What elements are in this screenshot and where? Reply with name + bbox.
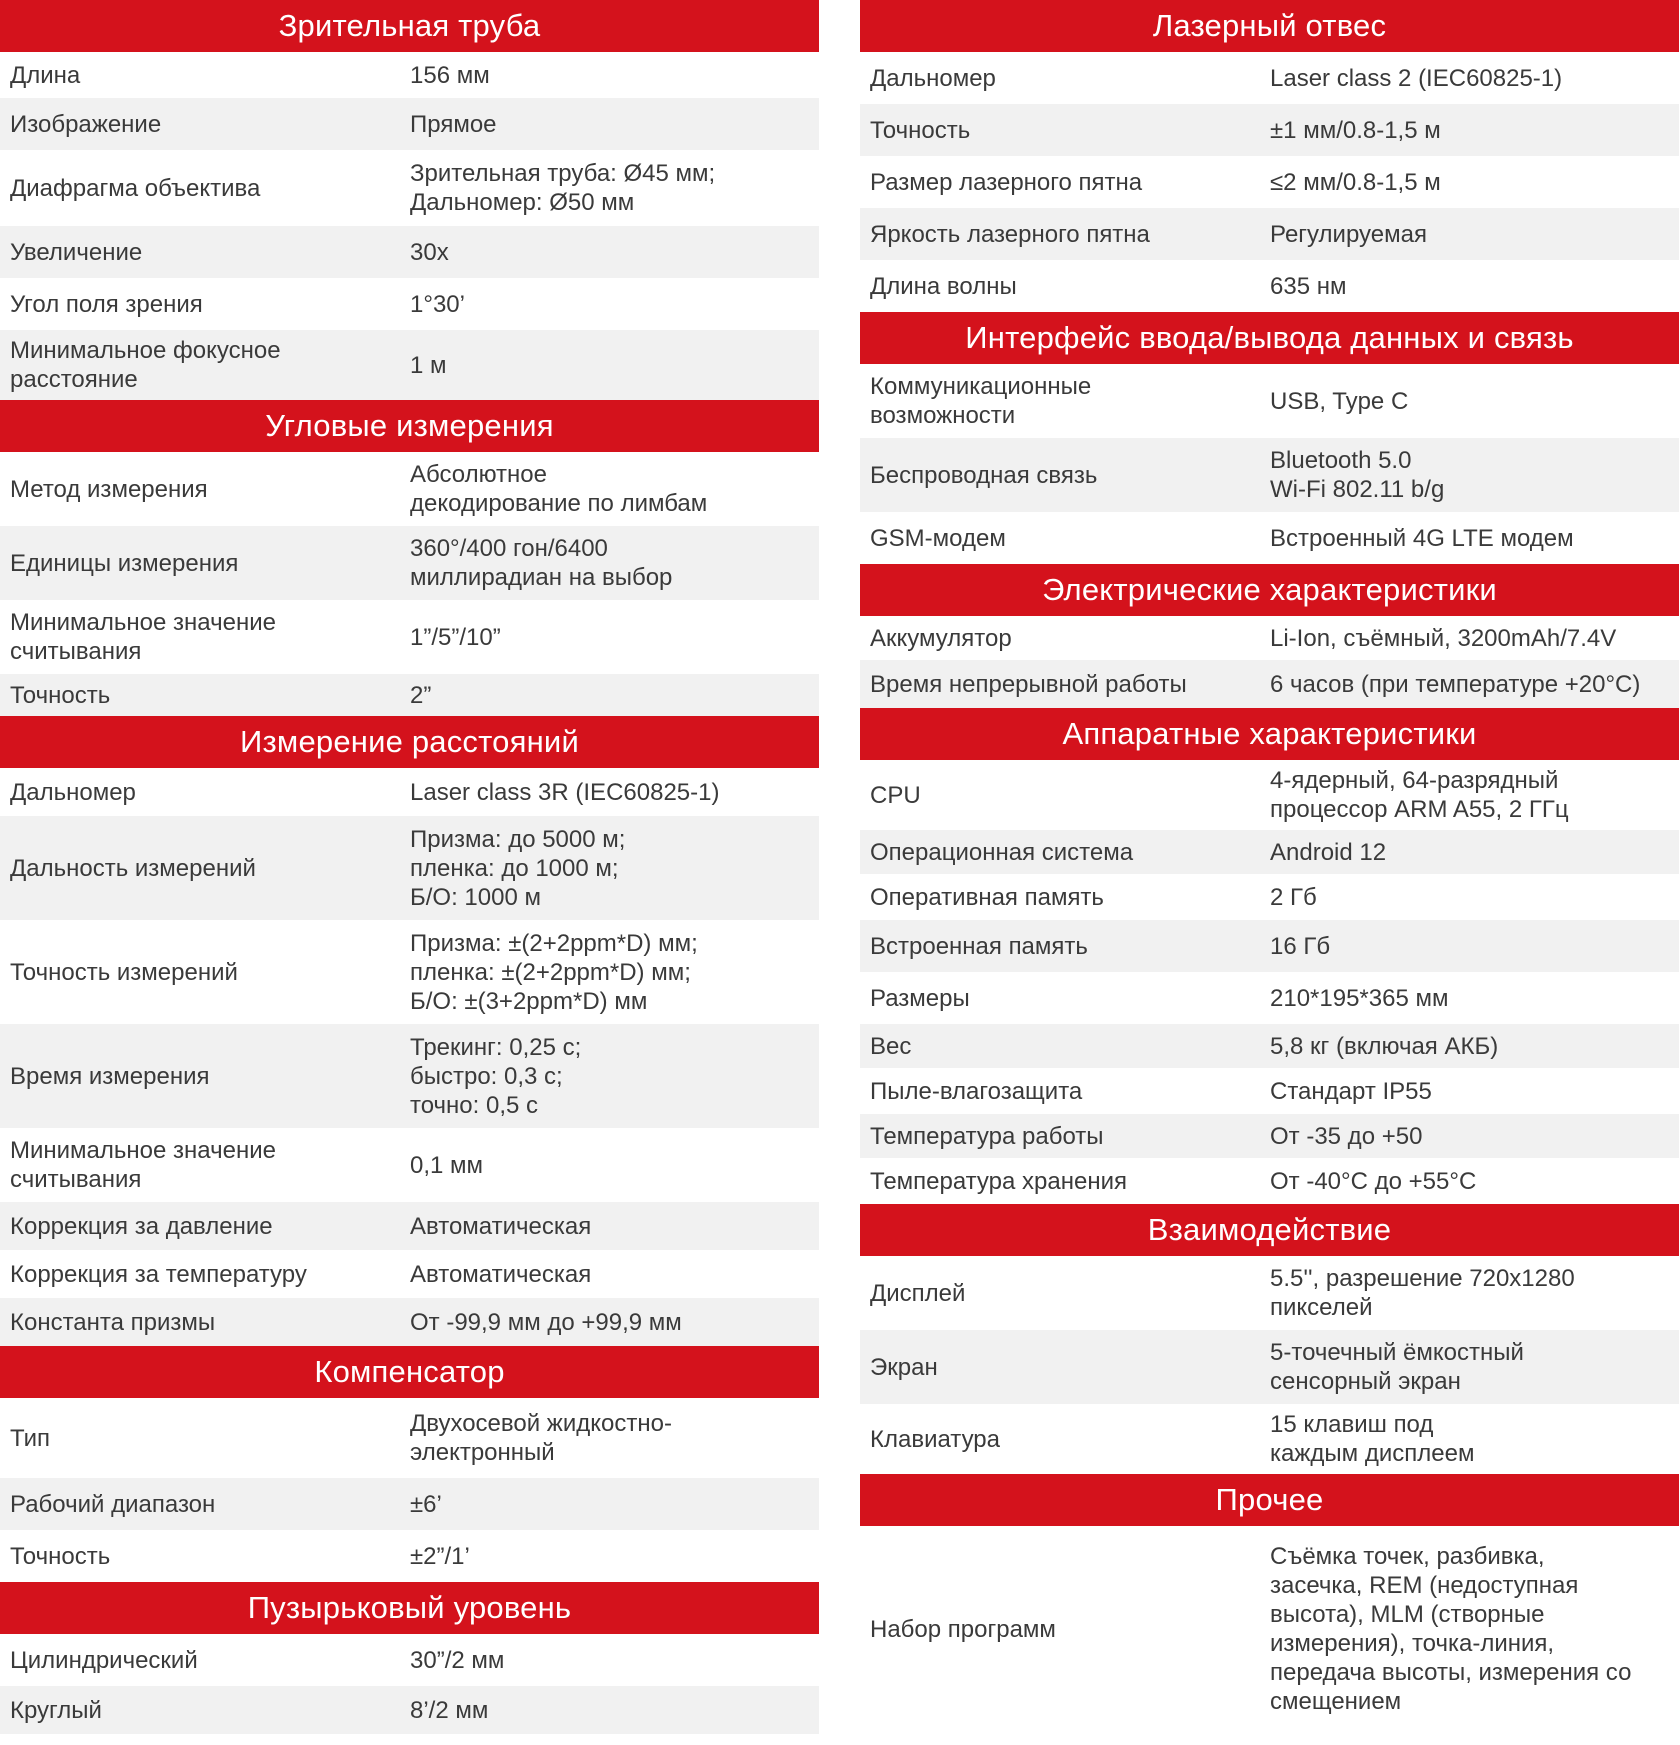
section-header-лазерный-отвес: Лазерный отвес bbox=[860, 0, 1679, 52]
section-header-прочее: Прочее bbox=[860, 1474, 1679, 1526]
spec-row bbox=[0, 1202, 819, 1250]
spec-row bbox=[0, 150, 819, 226]
spec-row bbox=[860, 972, 1679, 1024]
right-spec-column bbox=[860, 0, 1679, 1732]
spec-label: Экран bbox=[870, 1353, 938, 1381]
spec-value: ±2”/1’ bbox=[410, 1542, 470, 1570]
spec-row bbox=[0, 1478, 819, 1530]
spec-label: Точность bbox=[870, 116, 971, 144]
spec-value: 2” bbox=[410, 681, 432, 709]
spec-value: Laser class 3R (IEC60825-1) bbox=[410, 778, 720, 806]
spec-row bbox=[0, 1398, 819, 1478]
spec-label: CPU bbox=[870, 781, 921, 809]
spec-value: Автоматическая bbox=[410, 1260, 592, 1288]
spec-row bbox=[860, 260, 1679, 312]
spec-label: Дальномер bbox=[870, 64, 996, 92]
spec-value: 1 м bbox=[410, 351, 447, 379]
spec-label: Размеры bbox=[870, 984, 970, 1012]
spec-value: 30”/2 мм bbox=[410, 1646, 505, 1674]
spec-row bbox=[0, 674, 819, 716]
spec-row bbox=[860, 52, 1679, 104]
spec-row bbox=[0, 330, 819, 400]
spec-label: Константа призмы bbox=[10, 1308, 216, 1336]
spec-row bbox=[860, 920, 1679, 972]
spec-value: 30х bbox=[410, 238, 449, 266]
spec-value: Двухосевой жидкостно- электронный bbox=[410, 1410, 672, 1466]
spec-value: Зрительная труба: Ø45 мм; Дальномер: Ø50 мм bbox=[410, 160, 716, 216]
spec-label: Операционная система bbox=[870, 838, 1134, 866]
spec-label: Дисплей bbox=[870, 1279, 966, 1307]
spec-label: Длина bbox=[10, 61, 81, 89]
spec-label: Точность bbox=[10, 681, 111, 709]
section-header-угловые-измерения: Угловые измерения bbox=[0, 400, 819, 452]
spec-row bbox=[860, 364, 1679, 438]
spec-row bbox=[0, 768, 819, 816]
spec-label: Вес bbox=[870, 1032, 912, 1060]
spec-value: От -40°С до +55°С bbox=[1270, 1167, 1477, 1195]
spec-label: Пыле-влагозащита bbox=[870, 1077, 1083, 1105]
spec-label: Коммуникационные возможности bbox=[870, 373, 1092, 429]
spec-value: Призма: до 5000 м; пленка: до 1000 м; Б/О: 1000 м bbox=[410, 825, 626, 911]
spec-label: Минимальное значение считывания bbox=[10, 609, 276, 665]
spec-value: 5.5'', разрешение 720х1280 пикселей bbox=[1270, 1265, 1575, 1321]
spec-label: Набор программ bbox=[870, 1615, 1056, 1643]
spec-row bbox=[860, 1158, 1679, 1204]
section-header-электрические-характеристики: Электрические характеристики bbox=[860, 564, 1679, 616]
spec-value: Встроенный 4G LTE модем bbox=[1270, 524, 1574, 552]
spec-value: 16 Гб bbox=[1270, 932, 1331, 960]
section-header-зрительная-труба: Зрительная труба bbox=[0, 0, 819, 52]
spec-value: Laser class 2 (IEC60825-1) bbox=[1270, 64, 1563, 92]
spec-label: Яркость лазерного пятна bbox=[870, 220, 1150, 248]
spec-value: Съёмка точек, разбивка, засечка, REM (недоступная высота), MLM (створные измерения), точка-линия, передача высоты, измерения со смещением bbox=[1270, 1543, 1632, 1715]
spec-row bbox=[860, 104, 1679, 156]
spec-row bbox=[860, 208, 1679, 260]
section-header-взаимодействие: Взаимодействие bbox=[860, 1204, 1679, 1256]
spec-row bbox=[0, 600, 819, 674]
spec-row bbox=[860, 660, 1679, 708]
spec-value: Регулируемая bbox=[1270, 220, 1427, 248]
spec-row bbox=[0, 1024, 819, 1128]
spec-label: Клавиатура bbox=[870, 1425, 1000, 1453]
spec-value: ±1 мм/0.8-1,5 м bbox=[1270, 116, 1441, 144]
spec-row bbox=[0, 52, 819, 98]
section-header-аппаратные-характеристики: Аппаратные характеристики bbox=[860, 708, 1679, 760]
spec-row bbox=[0, 1128, 819, 1202]
spec-label: Метод измерения bbox=[10, 475, 208, 503]
spec-value: 1°30’ bbox=[410, 290, 465, 318]
spec-row bbox=[0, 1634, 819, 1686]
spec-value: От -99,9 мм до +99,9 мм bbox=[410, 1308, 682, 1336]
section-header-пузырьковый-уровень: Пузырьковый уровень bbox=[0, 1582, 819, 1634]
spec-label: Коррекция за температуру bbox=[10, 1260, 307, 1288]
spec-row bbox=[0, 1686, 819, 1734]
spec-value: 6 часов (при температуре +20°С) bbox=[1270, 670, 1641, 698]
spec-row bbox=[0, 816, 819, 920]
spec-row bbox=[860, 874, 1679, 920]
spec-label: Размер лазерного пятна bbox=[870, 168, 1143, 196]
spec-label: Круглый bbox=[10, 1696, 102, 1724]
spec-label: Дальномер bbox=[10, 778, 136, 806]
spec-label: Коррекция за давление bbox=[10, 1212, 273, 1240]
spec-row bbox=[0, 920, 819, 1024]
spec-value: 156 мм bbox=[410, 61, 490, 89]
section-header-измерение-расстояний: Измерение расстояний bbox=[0, 716, 819, 768]
spec-label: Увеличение bbox=[10, 238, 143, 266]
spec-value: 210*195*365 мм bbox=[1270, 984, 1449, 1012]
section-header-компенсатор: Компенсатор bbox=[0, 1346, 819, 1398]
spec-value: Абсолютное декодирование по лимбам bbox=[410, 461, 708, 517]
spec-row bbox=[0, 1250, 819, 1298]
spec-row bbox=[860, 760, 1679, 830]
spec-label: Дальность измерений bbox=[10, 854, 256, 882]
spec-row bbox=[860, 1024, 1679, 1068]
spec-row bbox=[0, 226, 819, 278]
spec-row bbox=[860, 1330, 1679, 1404]
spec-row bbox=[0, 1298, 819, 1346]
spec-label: Температура работы bbox=[870, 1122, 1104, 1150]
spec-value: Трекинг: 0,25 с; быстро: 0,3 с; точно: 0,5 с bbox=[410, 1033, 582, 1119]
spec-value: 2 Гб bbox=[1270, 883, 1317, 911]
spec-value: От -35 до +50 bbox=[1270, 1122, 1423, 1150]
spec-value: 5-точечный ёмкостный сенсорный экран bbox=[1270, 1339, 1524, 1395]
spec-row bbox=[860, 1068, 1679, 1114]
spec-value: 4-ядерный, 64-разрядный процессор ARM A55, 2 ГГц bbox=[1270, 767, 1569, 823]
spec-label: Встроенная память bbox=[870, 932, 1088, 960]
spec-row bbox=[860, 512, 1679, 564]
spec-label: Время измерения bbox=[10, 1062, 210, 1090]
spec-value: ≤2 мм/0.8-1,5 м bbox=[1270, 168, 1441, 196]
spec-label: Угол поля зрения bbox=[10, 290, 203, 318]
spec-label: Точность измерений bbox=[10, 958, 238, 986]
section-header-интерфейс-ввода-вывода-данных-и-связь: Интерфейс ввода/вывода данных и связь bbox=[860, 312, 1679, 364]
spec-value: 1”/5”/10” bbox=[410, 623, 501, 651]
spec-label: Цилиндрический bbox=[10, 1646, 198, 1674]
spec-value: 5,8 кг (включая АКБ) bbox=[1270, 1032, 1499, 1060]
spec-row bbox=[0, 1530, 819, 1582]
spec-row bbox=[0, 278, 819, 330]
spec-row bbox=[0, 98, 819, 150]
spec-row bbox=[860, 1114, 1679, 1158]
spec-label: Тип bbox=[10, 1424, 51, 1452]
spec-label: Рабочий диапазон bbox=[10, 1490, 216, 1518]
spec-label: Длина волны bbox=[870, 272, 1017, 300]
spec-value: 635 нм bbox=[1270, 272, 1347, 300]
spec-row bbox=[0, 452, 819, 526]
spec-label: Минимальное значение считывания bbox=[10, 1137, 276, 1193]
spec-row bbox=[860, 156, 1679, 208]
spec-value: 15 клавиш под каждым дисплеем bbox=[1270, 1411, 1475, 1467]
spec-value: 8’/2 мм bbox=[410, 1696, 489, 1724]
spec-label: Минимальное фокусное расстояние bbox=[10, 337, 281, 393]
spec-value: 0,1 мм bbox=[410, 1151, 484, 1179]
spec-value: Автоматическая bbox=[410, 1212, 592, 1240]
spec-row bbox=[860, 1404, 1679, 1474]
spec-row bbox=[860, 1526, 1679, 1732]
spec-label: Диафрагма объектива bbox=[10, 174, 261, 202]
spec-label: Беспроводная связь bbox=[870, 461, 1098, 489]
spec-value: Прямое bbox=[410, 110, 497, 138]
spec-value: ±6’ bbox=[410, 1490, 442, 1518]
spec-value: Android 12 bbox=[1270, 838, 1387, 866]
spec-label: GSM-модем bbox=[870, 524, 1006, 552]
spec-value: USB, Type C bbox=[1270, 387, 1409, 415]
spec-label: Точность bbox=[10, 1542, 111, 1570]
spec-value: Стандарт IP55 bbox=[1270, 1077, 1432, 1105]
spec-row bbox=[0, 526, 819, 600]
spec-label: Оперативная память bbox=[870, 883, 1104, 911]
spec-row bbox=[860, 1256, 1679, 1330]
spec-label: Единицы измерения bbox=[10, 549, 239, 577]
spec-label: Аккумулятор bbox=[870, 624, 1012, 652]
spec-row bbox=[860, 830, 1679, 874]
spec-label: Изображение bbox=[10, 110, 162, 138]
spec-value: Bluetooth 5.0 Wi-Fi 802.11 b/g bbox=[1270, 447, 1445, 503]
spec-value: Li-Ion, съёмный, 3200mAh/7.4V bbox=[1270, 624, 1617, 652]
spec-value: 360°/400 гон/6400 миллирадиан на выбор bbox=[410, 535, 673, 591]
left-spec-column bbox=[0, 0, 819, 1734]
spec-label: Время непрерывной работы bbox=[870, 670, 1187, 698]
spec-row bbox=[860, 438, 1679, 512]
spec-label: Температура хранения bbox=[870, 1167, 1127, 1195]
spec-value: Призма: ±(2+2ppm*D) мм; пленка: ±(2+2ppm*D) мм; Б/О: ±(3+2ppm*D) мм bbox=[410, 929, 698, 1015]
spec-row bbox=[860, 616, 1679, 660]
